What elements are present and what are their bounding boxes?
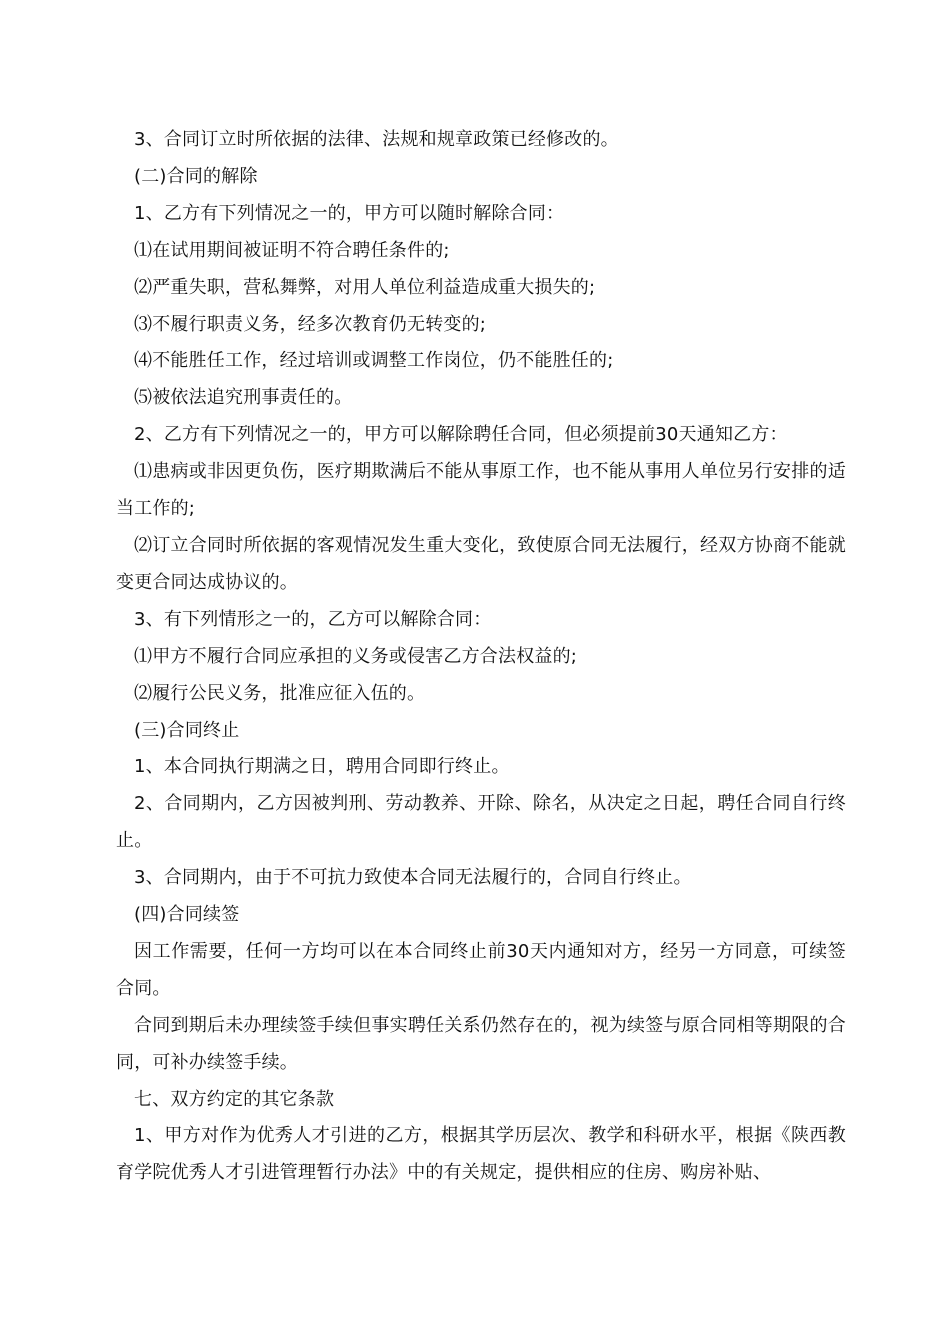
document-body [116,122,846,1192]
section-heading-other-terms: 七、双方约定的其它条款 [134,1088,335,1110]
list-item-military-service: ⑵履行公民义务，批准应征入伍的。 [134,682,426,704]
list-item-employer-breach: ⑴甲方不履行合同应承担的义务或侵害乙方合法权益的; [134,645,578,667]
section-heading-renewal: (四)合同续签 [134,904,240,926]
paragraph-implied-renewal: 合同到期后未办理续签手续但事实聘任关系仍然存在的，视为续签与原合同相等期限的合同，可补办续签手续。 [116,1014,846,1073]
list-item-incompetence: ⑷不能胜任工作，经过培训或调整工作岗位，仍不能胜任的; [134,350,614,372]
paragraph-term-expiry: 1、本合同执行期满之日，聘用合同即行终止。 [134,756,510,778]
list-item-probation: ⑴在试用期间被证明不符合聘任条件的; [134,239,450,261]
list-item-illness: ⑴患病或非因更负伤，医疗期欺满后不能从事原工作，也不能从事用人单位另行安排的适当工作的; [116,461,846,520]
paragraph-employer-immediate-termination: 1、乙方有下列情况之一的，甲方可以随时解除合同： [134,202,565,224]
paragraph-talent-housing: 1、甲方对作为优秀人才引进的乙方，根据其学历层次、教学和科研水平，根据《陕西教育学院优秀人才引进管理暂行办法》中的有关规定，提供相应的住房、购房补贴、 [116,1125,846,1184]
list-item-criminal-liability: ⑸被依法追究刑事责任的。 [134,387,353,409]
paragraph-auto-termination: 2、合同期内，乙方因被判刑、劳动教养、开除、除名，从决定之日起，聘任合同自行终止。 [116,793,846,852]
paragraph-employee-termination: 3、有下列情形之一的，乙方可以解除合同： [134,608,492,630]
section-heading-termination: (二)合同的解除 [134,165,258,187]
paragraph-termination-with-notice: 2、乙方有下列情况之一的，甲方可以解除聘任合同，但必须提前30天通知乙方： [134,424,788,446]
section-heading-contract-end: (三)合同终止 [134,719,240,741]
list-item-circumstance-change: ⑵订立合同时所依据的客观情况发生重大变化，致使原合同无法履行，经双方协商不能就变更合同达成协议的。 [116,534,846,593]
paragraph-renewal-notice: 因工作需要，任何一方均可以在本合同终止前30天内通知对方，经另一方同意，可续签合同。 [116,940,846,999]
paragraph-force-majeure: 3、合同期内，由于不可抗力致使本合同无法履行的，合同自行终止。 [134,867,692,889]
list-item-serious-misconduct: ⑵严重失职，营私舞弊，对用人单位利益造成重大损失的; [134,276,596,298]
paragraph-clause-3-law-change: 3、合同订立时所依据的法律、法规和规章政策已经修改的。 [134,129,619,150]
list-item-duty-failure: ⑶不履行职责义务，经多次教育仍无转变的; [134,313,487,335]
